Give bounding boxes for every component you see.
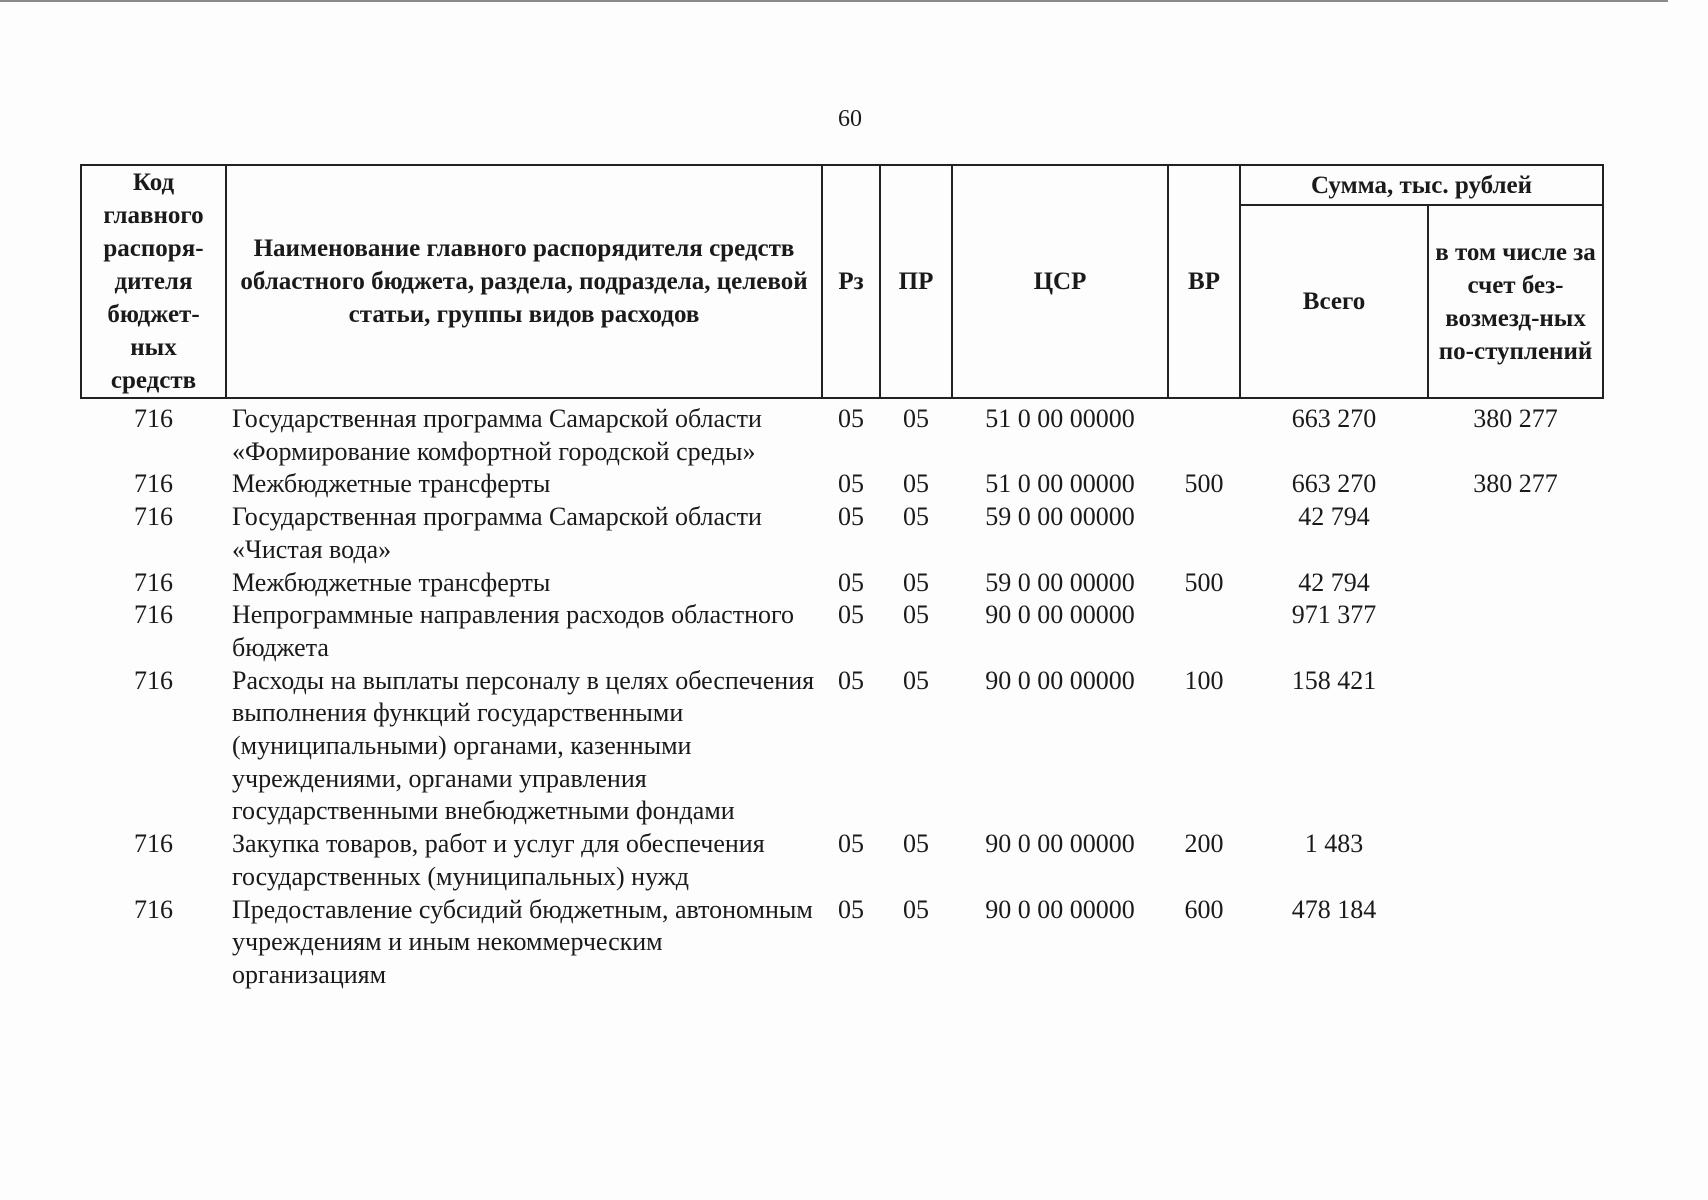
cell-pr: 05 (903, 829, 929, 859)
cell-rz: 05 (838, 502, 864, 532)
header-vr: ВР (1168, 165, 1240, 398)
table-row (81, 599, 1603, 664)
table-row (81, 468, 1603, 501)
cell-name: Межбюджетные трансферты (232, 567, 551, 597)
header-csr: ЦСР (952, 165, 1168, 398)
cell-vr (1168, 501, 1240, 566)
cell-grants (1428, 665, 1603, 829)
page-number: 60 (838, 106, 862, 132)
cell-grants (1428, 828, 1603, 893)
table-row (81, 398, 1603, 468)
cell-pr: 05 (903, 567, 929, 597)
cell-rz: 05 (838, 567, 864, 597)
cell-csr: 90 0 00 00000 (985, 600, 1135, 630)
cell-rz: 05 (838, 600, 864, 630)
cell-vr: 200 (1184, 829, 1224, 859)
header-name: Наименование главного распорядителя средств областного бюджета, раздела, подраздела, целевой статьи, группы видов расходов (226, 165, 822, 398)
table-body (81, 398, 1603, 992)
cell-name: Расходы на выплаты персоналу в целях обеспечения выполнения функций государственными (муниципальными) органами, казенными учреждениями, органами управления государственными внебюджетными фондами (232, 665, 815, 826)
cell-pr: 05 (903, 665, 929, 695)
cell-grants (1428, 501, 1603, 566)
cell-name: Государственная программа Самарской области «Чистая вода» (232, 502, 762, 564)
table-header (81, 165, 1603, 398)
cell-vr (1168, 398, 1240, 468)
budget-table (80, 164, 1604, 992)
table-row (81, 665, 1603, 829)
cell-grants: 380 277 (1473, 404, 1558, 433)
cell-name: Предоставление субсидий бюджетным, автономным учреждениям и иным некоммерческим организациям (232, 894, 813, 989)
cell-code: 716 (134, 665, 173, 695)
table-row (81, 828, 1603, 893)
cell-vr: 600 (1184, 894, 1224, 924)
cell-grants (1428, 567, 1603, 600)
cell-name: Государственная программа Самарской области «Формирование комфортной городской среды» (232, 404, 762, 466)
header-grants: в том числе за счет без-возмезд-ных по-ступлений (1428, 205, 1603, 398)
header-code: Код главного распоря-дителя бюджет-ных средств (81, 165, 226, 398)
cell-total: 478 184 (1291, 894, 1377, 924)
cell-total: 42 794 (1298, 567, 1370, 597)
cell-vr: 500 (1184, 469, 1224, 499)
header-pr: ПР (880, 165, 952, 398)
cell-name: Межбюджетные трансферты (232, 469, 551, 499)
table-row (81, 567, 1603, 600)
table-row (81, 894, 1603, 992)
cell-rz: 05 (838, 404, 864, 433)
cell-rz: 05 (838, 665, 864, 695)
cell-name: Закупка товаров, работ и услуг для обеспечения государственных (муниципальных) нужд (232, 829, 765, 891)
cell-csr: 59 0 00 00000 (985, 502, 1135, 532)
header-rz: Рз (822, 165, 880, 398)
cell-code: 716 (134, 894, 173, 924)
cell-code: 716 (134, 829, 173, 859)
cell-grants (1428, 894, 1603, 992)
cell-code: 716 (134, 404, 173, 433)
cell-total: 663 270 (1291, 404, 1377, 433)
header-total: Всего (1240, 205, 1428, 398)
cell-code: 716 (134, 567, 173, 597)
cell-vr: 500 (1184, 567, 1224, 597)
cell-rz: 05 (838, 469, 864, 499)
cell-grants: 380 277 (1473, 469, 1558, 499)
cell-rz: 05 (838, 894, 864, 924)
cell-name: Непрограммные направления расходов областного бюджета (232, 600, 794, 662)
cell-pr: 05 (903, 404, 929, 433)
cell-csr: 90 0 00 00000 (985, 829, 1135, 859)
cell-code: 716 (134, 600, 173, 630)
header-sum-group: Сумма, тыс. рублей (1240, 165, 1603, 205)
cell-pr: 05 (903, 502, 929, 532)
cell-total: 42 794 (1298, 502, 1370, 532)
top-rule (0, 0, 1668, 2)
cell-pr: 05 (903, 894, 929, 924)
cell-total: 158 421 (1291, 665, 1377, 695)
cell-total: 1 483 (1304, 829, 1364, 859)
cell-grants (1428, 599, 1603, 664)
cell-csr: 90 0 00 00000 (985, 894, 1135, 924)
cell-pr: 05 (903, 469, 929, 499)
cell-csr: 90 0 00 00000 (985, 665, 1135, 695)
cell-total: 663 270 (1291, 469, 1377, 499)
cell-total: 971 377 (1291, 600, 1377, 630)
table-row (81, 501, 1603, 566)
cell-csr: 51 0 00 00000 (985, 404, 1135, 433)
cell-pr: 05 (903, 600, 929, 630)
cell-csr: 51 0 00 00000 (985, 469, 1135, 499)
cell-code: 716 (134, 502, 173, 532)
cell-code: 716 (134, 469, 173, 499)
cell-vr: 100 (1184, 665, 1224, 695)
cell-csr: 59 0 00 00000 (985, 567, 1135, 597)
cell-vr (1168, 599, 1240, 664)
cell-rz: 05 (838, 829, 864, 859)
